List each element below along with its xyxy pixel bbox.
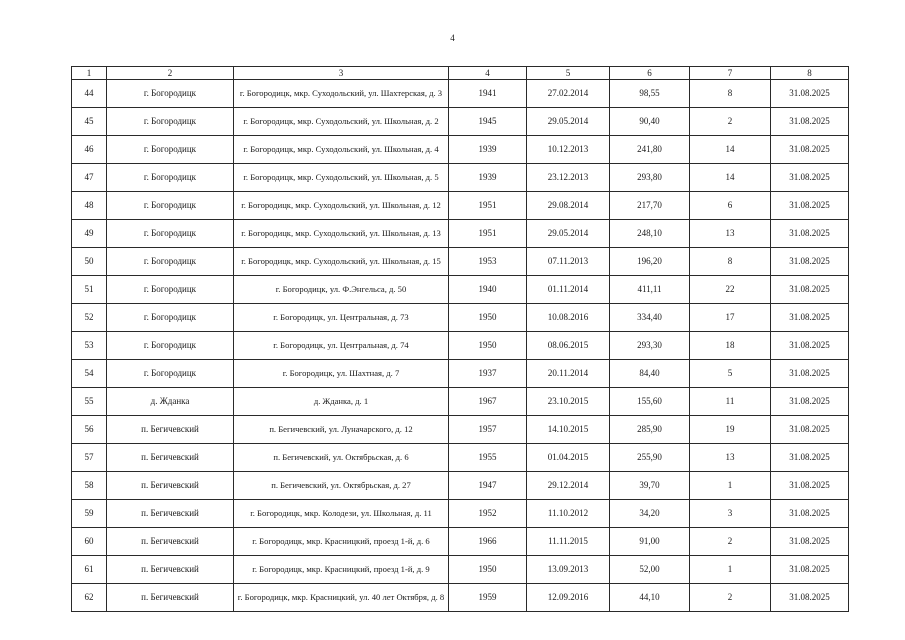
settlement-cell: г. Богородицк xyxy=(107,192,234,220)
area-cell: 241,80 xyxy=(610,136,690,164)
address-cell: п. Бегичевский, ул. Луначарского, д. 12 xyxy=(234,416,449,444)
settlement-cell: г. Богородицк xyxy=(107,164,234,192)
table-row xyxy=(72,248,849,276)
settlement-cell: п. Бегичевский xyxy=(107,416,234,444)
year-built-cell: 1945 xyxy=(449,108,527,136)
recognition-date-cell: 27.02.2014 xyxy=(527,80,610,108)
year-built-cell: 1951 xyxy=(449,220,527,248)
deadline-date-cell: 31.08.2025 xyxy=(771,528,849,556)
address-cell: г. Богородицк, мкр. Суходольский, ул. Шахтерская, д. 3 xyxy=(234,80,449,108)
residents-count-cell: 14 xyxy=(690,164,771,192)
area-cell: 34,20 xyxy=(610,500,690,528)
address-cell: г. Богородицк, мкр. Колодези, ул. Школьная, д. 11 xyxy=(234,500,449,528)
settlement-cell: г. Богородицк xyxy=(107,220,234,248)
deadline-date-cell: 31.08.2025 xyxy=(771,360,849,388)
residents-count-cell: 2 xyxy=(690,528,771,556)
recognition-date-cell: 12.09.2016 xyxy=(527,584,610,612)
residents-count-cell: 2 xyxy=(690,584,771,612)
table-row xyxy=(72,584,849,612)
deadline-date-cell: 31.08.2025 xyxy=(771,556,849,584)
deadline-date-cell: 31.08.2025 xyxy=(771,192,849,220)
row-number-cell: 48 xyxy=(72,192,107,220)
residents-count-cell: 2 xyxy=(690,108,771,136)
recognition-date-cell: 29.12.2014 xyxy=(527,472,610,500)
table-row xyxy=(72,472,849,500)
residents-count-cell: 8 xyxy=(690,248,771,276)
row-number-cell: 62 xyxy=(72,584,107,612)
address-cell: г. Богородицк, мкр. Красницкий, проезд 1-й, д. 9 xyxy=(234,556,449,584)
deadline-date-cell: 31.08.2025 xyxy=(771,276,849,304)
residents-count-cell: 6 xyxy=(690,192,771,220)
table-row xyxy=(72,108,849,136)
row-number-cell: 57 xyxy=(72,444,107,472)
area-cell: 84,40 xyxy=(610,360,690,388)
table-row xyxy=(72,528,849,556)
deadline-date-cell: 31.08.2025 xyxy=(771,388,849,416)
table-row xyxy=(72,416,849,444)
area-cell: 334,40 xyxy=(610,304,690,332)
recognition-date-cell: 10.12.2013 xyxy=(527,136,610,164)
row-number-cell: 49 xyxy=(72,220,107,248)
table-row xyxy=(72,388,849,416)
table-row xyxy=(72,80,849,108)
row-number-cell: 60 xyxy=(72,528,107,556)
row-number-cell: 53 xyxy=(72,332,107,360)
table-row xyxy=(72,332,849,360)
settlement-cell: п. Бегичевский xyxy=(107,528,234,556)
deadline-date-cell: 31.08.2025 xyxy=(771,220,849,248)
area-cell: 196,20 xyxy=(610,248,690,276)
recognition-date-cell: 11.10.2012 xyxy=(527,500,610,528)
address-cell: г. Богородицк, мкр. Красницкий, ул. 40 лет Октября, д. 8 xyxy=(234,584,449,612)
residents-count-cell: 17 xyxy=(690,304,771,332)
residents-count-cell: 18 xyxy=(690,332,771,360)
table-row xyxy=(72,136,849,164)
row-number-cell: 50 xyxy=(72,248,107,276)
table-row xyxy=(72,192,849,220)
area-cell: 91,00 xyxy=(610,528,690,556)
deadline-date-cell: 31.08.2025 xyxy=(771,416,849,444)
recognition-date-cell: 08.06.2015 xyxy=(527,332,610,360)
column-header: 5 xyxy=(527,67,610,80)
row-number-cell: 61 xyxy=(72,556,107,584)
deadline-date-cell: 31.08.2025 xyxy=(771,584,849,612)
table-row xyxy=(72,220,849,248)
area-cell: 52,00 xyxy=(610,556,690,584)
address-cell: г. Богородицк, мкр. Суходольский, ул. Школьная, д. 15 xyxy=(234,248,449,276)
row-number-cell: 56 xyxy=(72,416,107,444)
recognition-date-cell: 01.04.2015 xyxy=(527,444,610,472)
residents-count-cell: 1 xyxy=(690,472,771,500)
area-cell: 217,70 xyxy=(610,192,690,220)
recognition-date-cell: 01.11.2014 xyxy=(527,276,610,304)
row-number-cell: 47 xyxy=(72,164,107,192)
recognition-date-cell: 14.10.2015 xyxy=(527,416,610,444)
column-header: 3 xyxy=(234,67,449,80)
recognition-date-cell: 23.10.2015 xyxy=(527,388,610,416)
address-cell: г. Богородицк, ул. Ф.Энгельса, д. 50 xyxy=(234,276,449,304)
table-row xyxy=(72,304,849,332)
settlement-cell: п. Бегичевский xyxy=(107,472,234,500)
residents-count-cell: 13 xyxy=(690,444,771,472)
recognition-date-cell: 07.11.2013 xyxy=(527,248,610,276)
settlement-cell: г. Богородицк xyxy=(107,360,234,388)
address-cell: г. Богородицк, мкр. Суходольский, ул. Школьная, д. 12 xyxy=(234,192,449,220)
row-number-cell: 44 xyxy=(72,80,107,108)
residents-count-cell: 22 xyxy=(690,276,771,304)
row-number-cell: 59 xyxy=(72,500,107,528)
table-row xyxy=(72,276,849,304)
table-body xyxy=(72,80,849,612)
area-cell: 44,10 xyxy=(610,584,690,612)
settlement-cell: г. Богородицк xyxy=(107,332,234,360)
area-cell: 39,70 xyxy=(610,472,690,500)
settlement-cell: г. Богородицк xyxy=(107,136,234,164)
residents-count-cell: 3 xyxy=(690,500,771,528)
year-built-cell: 1952 xyxy=(449,500,527,528)
deadline-date-cell: 31.08.2025 xyxy=(771,304,849,332)
year-built-cell: 1955 xyxy=(449,444,527,472)
address-cell: п. Бегичевский, ул. Октябрьская, д. 6 xyxy=(234,444,449,472)
area-cell: 411,11 xyxy=(610,276,690,304)
residents-count-cell: 5 xyxy=(690,360,771,388)
settlement-cell: г. Богородицк xyxy=(107,276,234,304)
recognition-date-cell: 29.05.2014 xyxy=(527,220,610,248)
recognition-date-cell: 11.11.2015 xyxy=(527,528,610,556)
address-cell: г. Богородицк, ул. Шахтная, д. 7 xyxy=(234,360,449,388)
row-number-cell: 58 xyxy=(72,472,107,500)
year-built-cell: 1937 xyxy=(449,360,527,388)
column-header: 2 xyxy=(107,67,234,80)
deadline-date-cell: 31.08.2025 xyxy=(771,500,849,528)
area-cell: 155,60 xyxy=(610,388,690,416)
settlement-cell: г. Богородицк xyxy=(107,108,234,136)
area-cell: 293,80 xyxy=(610,164,690,192)
settlement-cell: п. Бегичевский xyxy=(107,584,234,612)
row-number-cell: 46 xyxy=(72,136,107,164)
area-cell: 293,30 xyxy=(610,332,690,360)
deadline-date-cell: 31.08.2025 xyxy=(771,472,849,500)
year-built-cell: 1959 xyxy=(449,584,527,612)
year-built-cell: 1966 xyxy=(449,528,527,556)
recognition-date-cell: 13.09.2013 xyxy=(527,556,610,584)
table-row xyxy=(72,164,849,192)
residents-count-cell: 13 xyxy=(690,220,771,248)
column-header: 6 xyxy=(610,67,690,80)
year-built-cell: 1951 xyxy=(449,192,527,220)
column-header: 8 xyxy=(771,67,849,80)
table-row xyxy=(72,444,849,472)
address-cell: п. Бегичевский, ул. Октябрьская, д. 27 xyxy=(234,472,449,500)
year-built-cell: 1940 xyxy=(449,276,527,304)
address-cell: г. Богородицк, мкр. Суходольский, ул. Школьная, д. 13 xyxy=(234,220,449,248)
year-built-cell: 1953 xyxy=(449,248,527,276)
deadline-date-cell: 31.08.2025 xyxy=(771,108,849,136)
settlement-cell: п. Бегичевский xyxy=(107,556,234,584)
year-built-cell: 1947 xyxy=(449,472,527,500)
residents-count-cell: 1 xyxy=(690,556,771,584)
settlement-cell: г. Богородицк xyxy=(107,304,234,332)
recognition-date-cell: 29.08.2014 xyxy=(527,192,610,220)
column-header: 4 xyxy=(449,67,527,80)
settlement-cell: г. Богородицк xyxy=(107,248,234,276)
row-number-cell: 55 xyxy=(72,388,107,416)
area-cell: 285,90 xyxy=(610,416,690,444)
address-cell: д. Жданка, д. 1 xyxy=(234,388,449,416)
deadline-date-cell: 31.08.2025 xyxy=(771,444,849,472)
area-cell: 98,55 xyxy=(610,80,690,108)
address-cell: г. Богородицк, мкр. Суходольский, ул. Школьная, д. 4 xyxy=(234,136,449,164)
deadline-date-cell: 31.08.2025 xyxy=(771,164,849,192)
page-number: 4 xyxy=(450,33,455,43)
residents-count-cell: 19 xyxy=(690,416,771,444)
year-built-cell: 1950 xyxy=(449,332,527,360)
recognition-date-cell: 20.11.2014 xyxy=(527,360,610,388)
address-cell: г. Богородицк, мкр. Красницкий, проезд 1-й, д. 6 xyxy=(234,528,449,556)
year-built-cell: 1967 xyxy=(449,388,527,416)
year-built-cell: 1950 xyxy=(449,556,527,584)
residents-count-cell: 14 xyxy=(690,136,771,164)
year-built-cell: 1939 xyxy=(449,136,527,164)
column-header: 1 xyxy=(72,67,107,80)
residents-count-cell: 8 xyxy=(690,80,771,108)
table-row xyxy=(72,500,849,528)
settlement-cell: д. Жданка xyxy=(107,388,234,416)
row-number-cell: 52 xyxy=(72,304,107,332)
residents-count-cell: 11 xyxy=(690,388,771,416)
row-number-cell: 45 xyxy=(72,108,107,136)
row-number-cell: 54 xyxy=(72,360,107,388)
settlement-cell: п. Бегичевский xyxy=(107,444,234,472)
year-built-cell: 1950 xyxy=(449,304,527,332)
recognition-date-cell: 10.08.2016 xyxy=(527,304,610,332)
recognition-date-cell: 29.05.2014 xyxy=(527,108,610,136)
deadline-date-cell: 31.08.2025 xyxy=(771,248,849,276)
year-built-cell: 1941 xyxy=(449,80,527,108)
address-cell: г. Богородицк, мкр. Суходольский, ул. Школьная, д. 5 xyxy=(234,164,449,192)
settlement-cell: г. Богородицк xyxy=(107,80,234,108)
area-cell: 90,40 xyxy=(610,108,690,136)
address-cell: г. Богородицк, ул. Центральная, д. 73 xyxy=(234,304,449,332)
deadline-date-cell: 31.08.2025 xyxy=(771,332,849,360)
deadline-date-cell: 31.08.2025 xyxy=(771,136,849,164)
area-cell: 248,10 xyxy=(610,220,690,248)
row-number-cell: 51 xyxy=(72,276,107,304)
year-built-cell: 1939 xyxy=(449,164,527,192)
recognition-date-cell: 23.12.2013 xyxy=(527,164,610,192)
address-cell: г. Богородицк, мкр. Суходольский, ул. Школьная, д. 2 xyxy=(234,108,449,136)
address-cell: г. Богородицк, ул. Центральная, д. 74 xyxy=(234,332,449,360)
table-row xyxy=(72,556,849,584)
column-number-row xyxy=(72,67,849,80)
settlement-cell: п. Бегичевский xyxy=(107,500,234,528)
housing-register-table xyxy=(71,66,849,612)
table-row xyxy=(72,360,849,388)
column-header: 7 xyxy=(690,67,771,80)
area-cell: 255,90 xyxy=(610,444,690,472)
year-built-cell: 1957 xyxy=(449,416,527,444)
deadline-date-cell: 31.08.2025 xyxy=(771,80,849,108)
